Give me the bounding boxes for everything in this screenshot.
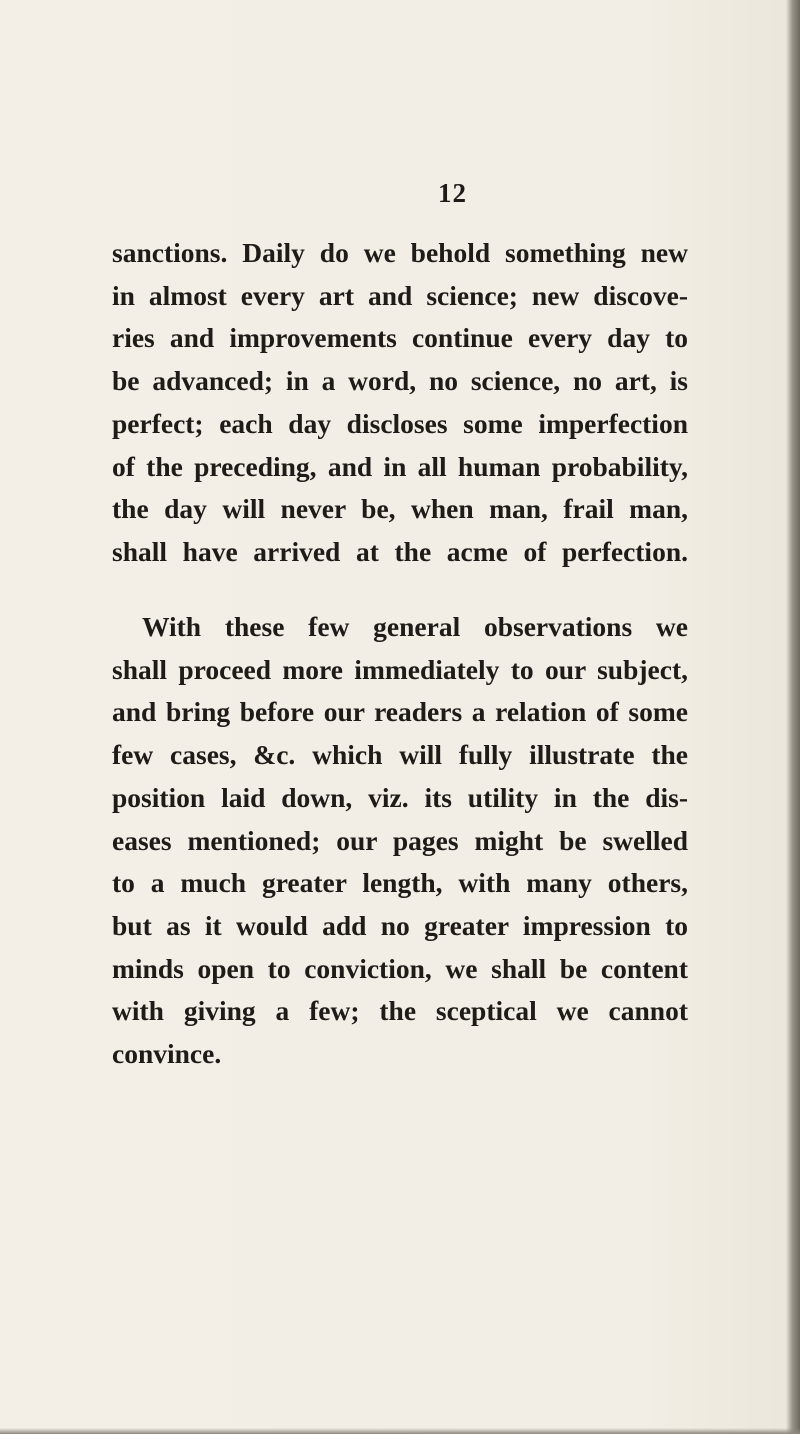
text-line: and bring before our readers a relation of some: [112, 696, 688, 728]
text-line: eases mentioned; our pages might be swelled: [112, 824, 688, 856]
text-line: convince.: [112, 1038, 222, 1070]
page-bottom-shadow: [0, 1428, 800, 1434]
paragraph-2: [112, 606, 688, 1076]
text-line: shall proceed more immediately to our subject,: [112, 653, 688, 685]
text-line: perfect; each day discloses some imperfection: [112, 407, 688, 439]
text-line: of the preceding, and in all human probability,: [112, 450, 688, 482]
page-number: 12: [438, 178, 467, 208]
text-line: the day will never be, when man, frail man,: [112, 493, 688, 525]
text-line: with giving a few; the sceptical we cannot: [112, 995, 688, 1027]
text-line: minds open to conviction, we shall be content: [112, 952, 688, 984]
text-line: ries and improvements continue every day to: [112, 322, 688, 354]
page-edge-shadow: [786, 0, 800, 1434]
text-line: to a much greater length, with many others,: [112, 867, 688, 899]
text-line: but as it would add no greater impression to: [112, 909, 688, 941]
text-line: few cases, &c. which will fully illustrate the: [112, 739, 688, 771]
text-line: shall have arrived at the acme of perfection.: [112, 535, 688, 567]
text-line: be advanced; in a word, no science, no art, is: [112, 365, 688, 397]
paragraph-1: [112, 232, 688, 574]
text-line: in almost every art and science; new discove-: [112, 279, 688, 311]
text-line: With these few general observations we: [142, 611, 688, 642]
text-line: sanctions. Daily do we behold something new: [112, 237, 688, 268]
text-line: position laid down, viz. its utility in the dis-: [112, 781, 688, 813]
